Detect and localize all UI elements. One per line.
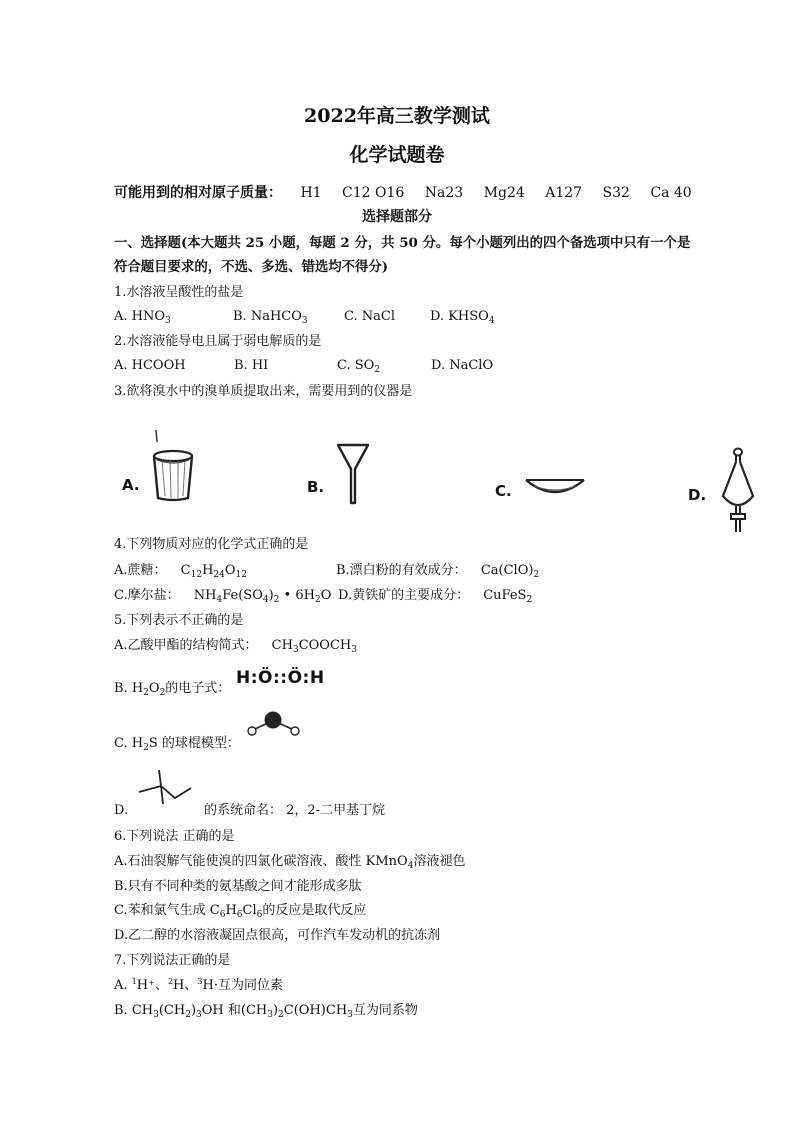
q6-option-b: B.只有不同种类的氨基酸之间才能形成多肽: [114, 879, 362, 894]
q1-stem: 1.水溶液呈酸性的盐是: [114, 285, 244, 300]
q6-stem: 6.下列说法 正确的是: [114, 829, 235, 844]
q5-option-b: B. $H_2O_2$的电子式：: [114, 681, 231, 698]
beaker-icon: [148, 430, 198, 502]
q3-label-a: A.: [122, 476, 140, 494]
q1-option-b: B. NaHCO$_3$: [233, 309, 308, 326]
atomic-mass-label: 可能用到的相对原子质量：: [114, 185, 282, 201]
q1-option-d: D. $KHSO_4$: [430, 309, 495, 326]
mass-na: Na23: [424, 185, 464, 201]
q6-option-d: D.乙二醇的水溶液凝固点很高，可作汽车发动机的抗冻剂: [114, 928, 441, 943]
q6-option-a: A.石油裂解气能使溴的四氯化碳溶液、酸性 KMnO$_4$溶液褪色: [114, 854, 466, 871]
q3-label-b: B.: [307, 478, 325, 496]
q6-option-c: C.苯和氯气生成 $C_6H_6Cl_6$的反应是取代反应: [114, 903, 367, 920]
q3-label-c: C.: [495, 482, 512, 500]
q4-option-d: D.黄铁矿的主要成分： CuFeS$_2$: [338, 588, 533, 605]
funnel-icon: [336, 443, 370, 505]
atomic-mass-line: [114, 185, 692, 201]
exam-subtitle: 化学试题卷: [349, 144, 445, 166]
skeletal-formula-icon: [135, 768, 199, 808]
evaporating-dish-icon: [524, 474, 586, 502]
q5-option-d-text: 的系统命名： 2，2-二甲基丁烷: [204, 803, 386, 818]
instructions-line-1: 一、选择题(本大题共 25 小题，每题 2 分，共 50 分。每个小题列出的四个备选项中只有一个是: [114, 235, 691, 251]
q7-stem: 7.下列说法正确的是: [114, 953, 231, 968]
sucrose-formula: $C_{12}H_{24}O_{12}$: [180, 563, 247, 580]
q1-option-a: A. $HNO_3$: [114, 309, 171, 326]
exam-title: 2022年高三教学测试: [304, 105, 490, 127]
mass-s: S32: [602, 185, 630, 201]
mass-mg: Mg24: [483, 185, 525, 201]
q4-option-b: B.漂白粉的有效成分： $Ca(ClO)_2$: [336, 563, 540, 580]
q2-option-a: A. HCOOH: [114, 358, 186, 373]
q5-stem: 5.下列表示不正确的是: [114, 613, 244, 628]
mass-c-o: C12 O16: [342, 185, 405, 201]
q5-option-c: C. $H_2S$ 的球棍模型：: [114, 736, 240, 753]
h2o2-electron-formula: H:Ö::Ö:H: [236, 668, 325, 688]
instructions-line-2: 符合题目要求的，不选、多选、错选均不得分): [114, 259, 389, 275]
q3-stem: 3.欲将溴水中的溴单质提取出来，需要用到的仪器是: [114, 384, 413, 399]
h2s-ball-stick-model-icon: [244, 710, 304, 738]
mass-al: A127: [545, 185, 583, 201]
q2-option-c: C. $SO_2$: [337, 358, 381, 375]
q5-option-a: A.乙酸甲酯的结构简式： $CH_3COOCH_3$: [114, 638, 357, 655]
q2-option-b: B. HI: [234, 358, 269, 373]
q4-option-c: C.摩尔盐： $NH_4Fe(SO_4)_2$ • $6H_2O$: [114, 588, 332, 605]
q1-option-c: C. NaCl: [344, 309, 395, 324]
section-heading: 选择题部分: [362, 209, 432, 225]
q7-option-a: A. $^1$H⁺、$^2$H、$^3$H·互为同位素: [114, 977, 283, 993]
q3-label-d: D.: [688, 486, 707, 504]
q4-option-a: A.蔗糖： $C_{12}H_{24}O_{12}$: [114, 563, 247, 580]
mass-h: H1: [300, 185, 322, 201]
separatory-funnel-icon: [720, 448, 756, 534]
mass-ca: Ca 40: [650, 185, 692, 201]
q2-stem: 2.水溶液能导电且属于弱电解质的是: [114, 334, 322, 349]
q5-option-d-label: D.: [114, 803, 129, 818]
q2-option-d: D. NaClO: [431, 358, 494, 373]
q7-option-b: B. $CH_3(CH_2)_3OH$ 和$(CH_3)_2C(OH)CH_3$互为同系物: [114, 1003, 418, 1020]
q4-stem: 4.下列物质对应的化学式正确的是: [114, 537, 309, 552]
